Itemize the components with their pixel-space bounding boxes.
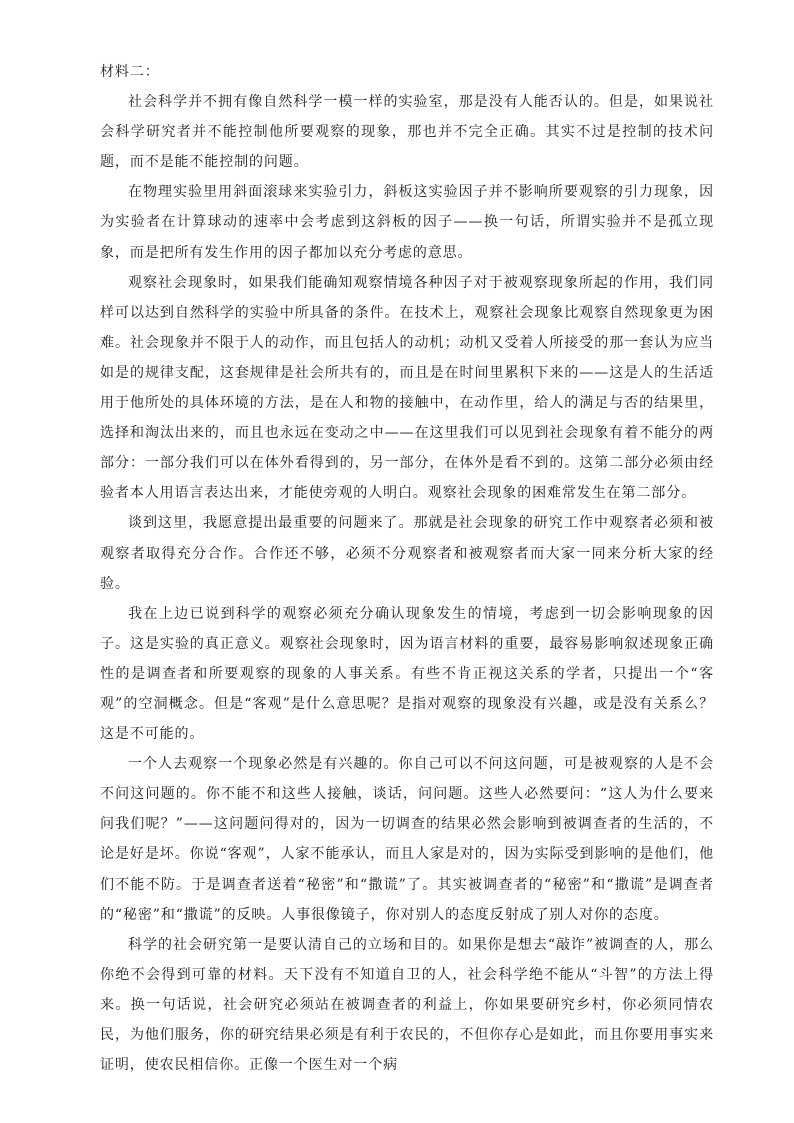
paragraph-6: 一个人去观察一个现象必然是有兴趣的。你自己可以不问这问题，可是被观察的人是不会不问这问题的。你不能不和这些人接触，谈话，问问题。这些人必然要问：“这人为什么要来问我们呢？”——这问题问得对的，因为一切调查的结果必然会影响到被调查者的生活的，不论是好是坏。你说“客观”，人家不能承认，而且人家是对的，因为实际受到影响的是他们，他们不能不防。于是调查者送着“秘密”和“撒谎”了。其实被调查者的“秘密”和“撒谎”是调查者的“秘密”和“撒谎”的反映。人事很像镜子，你对别人的态度反射成了别人对你的态度。: [100, 756, 714, 923]
paragraph-3: 观察社会现象时，如果我们能确知观察情境各种因子对于被观察现象所起的作用，我们同样可以达到自然科学的实验中所具备的条件。在技术上，观察社会现象比观察自然现象更为困难。社会现象并不限于人的动作，而且包括人的动机；动机又受着人所接受的那一套认为应当如是的规律支配，这套规律是社会所共有的，而且是在时间里累积下来的——这是人的生活适用于他所处的具体环境的方法，是在人和物的接触中，在动作里，给人的满足与否的结果里，选择和淘汰出来的，而且也永远在变动之中——在这里我们可以见到社会现象有着不能分的两部分：一部分我们可以在体外看得到的，另一部分，在体外是看不到的。这第二部分必须由经验者本人用语言表达出来，才能使旁观的人明白。观察社会现象的困难常发生在第二部分。: [100, 274, 714, 502]
paragraph-2: 在物理实验里用斜面滚球来实验引力，斜板这实验因子并不影响所要观察的引力现象，因为实验者在计算球动的速率中会考虑到这斜板的因子——换一句话，所谓实验并不是孤立现象，而是把所有发生作用的因子都加以充分考虑的意思。: [100, 184, 714, 261]
paragraph-4: 谈到这里，我愿意提出最重要的问题来了。那就是社会现象的研究工作中观察者必须和被观察者取得充分合作。合作还不够，必须不分观察者和被观察者而大家一同来分析大家的经验。: [100, 515, 714, 592]
section-heading: 材料二：: [100, 64, 160, 80]
document-body: [100, 57, 714, 1080]
paragraph-7: 科学的社会研究第一是要认清自己的立场和目的。如果你是想去“敲诈”被调查的人，那么你绝不会得到可靠的材料。天下没有不知道自卫的人，社会科学绝不能从“斗智”的方法上得来。换一句话说，社会研究必须站在被调查者的利益上，你如果要研究乡村，你必须同情农民，为他们服务，你的研究结果必须是有利于农民的，不但你存心是如此，而且你要用事实来证明，使农民相信你。正像一个医生对一个病: [100, 936, 714, 1074]
paragraph-1: 社会科学并不拥有像自然科学一模一样的实验室，那是没有人能否认的。但是，如果说社会科学研究者并不能控制他所要观察的现象，那也并不完全正确。其实不过是控制的技术问题，而不是能不能控制的问题。: [100, 94, 714, 171]
paragraph-5: 我在上边已说到科学的观察必须充分确认现象发生的情境，考虑到一切会影响现象的因子。这是实验的真正意义。观察社会现象时，因为语言材料的重要，最容易影响叙述现象正确性的是调查者和所要观察的现象的人事关系。有些不肯正视这关系的学者，只提出一个“客观”的空洞概念。但是“客观”是什么意思呢？是指对观察的现象没有兴趣，或是没有关系么？这是不可能的。: [100, 605, 714, 743]
